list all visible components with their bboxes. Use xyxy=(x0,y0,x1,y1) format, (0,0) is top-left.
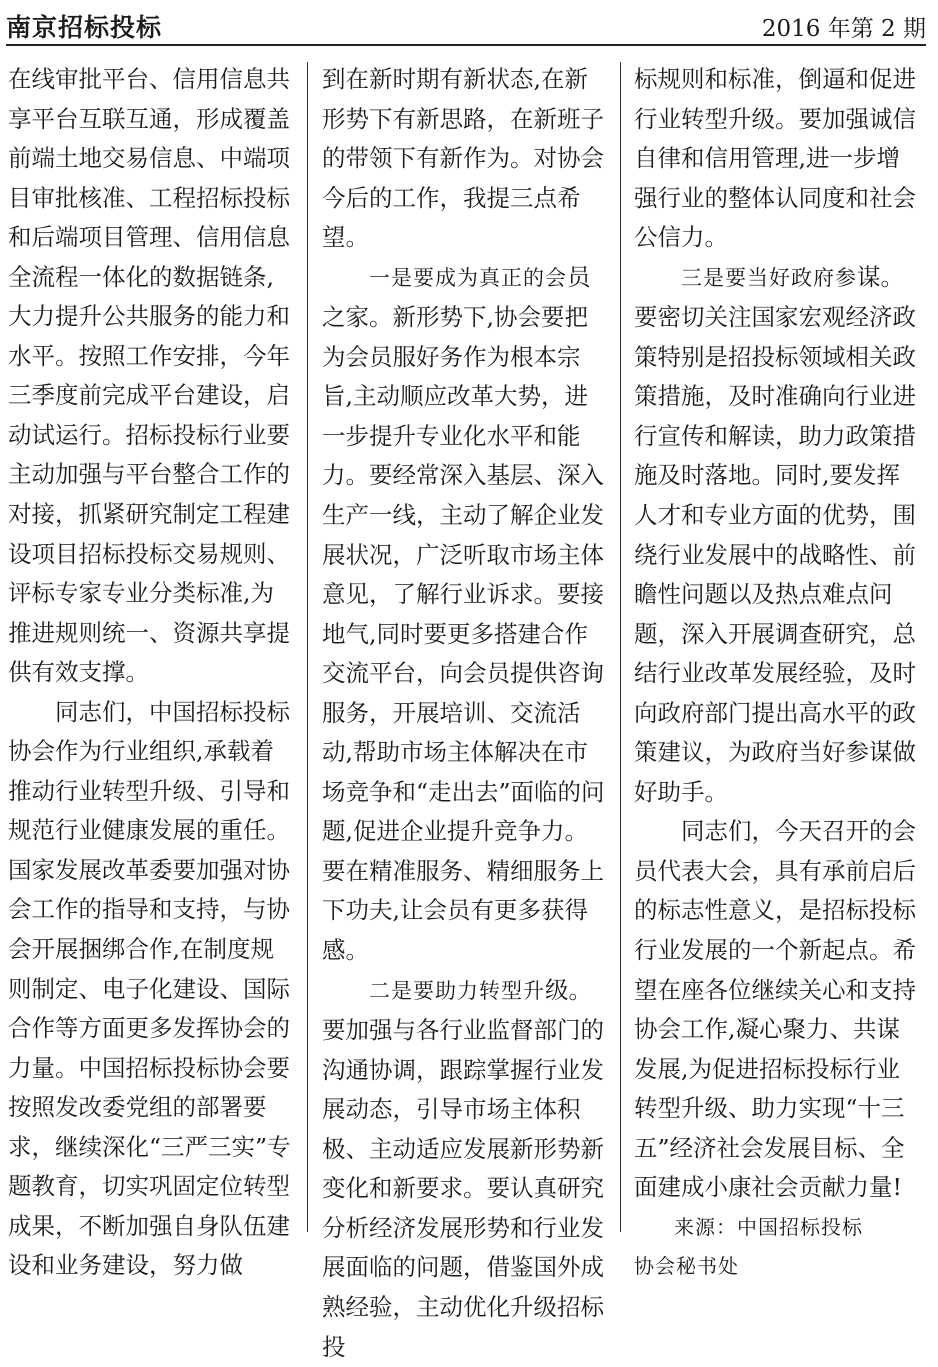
paragraph xyxy=(634,258,922,813)
text-column-3 xyxy=(634,60,922,1287)
paragraph xyxy=(322,971,610,1367)
paragraph: 到在新时期有新状态,在新形势下有新思路，在新班子的带领下有新作为。对协会今后的工作，我提三点希望。 xyxy=(322,65,604,252)
header-rule xyxy=(6,44,926,46)
point-heading: 一是要成为真正的会 xyxy=(369,265,567,290)
column-divider xyxy=(620,62,621,1232)
paragraph: 标规则和标准，倒逼和促进行业转型升级。要加强诚信自律和信用管理,进一步增强行业的整体认同度和社会公信力。 xyxy=(634,65,916,252)
text-column-1 xyxy=(8,60,296,1286)
paragraph-body: 员之家。新形势下,协会要把为会员服好务作为根本宗旨,主动顺应改革大势，进一步提升专业化水平和能力。要经常深入基层、深入生产一线，主动了解企业发展状况，广泛听取市场主体意见，了解行业诉求。要接地气,同时要更多搭建合作交流平台，向会员提供咨询服务，开展培训、交流活动,帮助市场主体解决在市场竞争和“走出去”面临的问题,促进企业提升竞争力。要在精准服务、精细服务上下功夫,让会员有更多获得感。 xyxy=(322,262,605,965)
paragraph xyxy=(322,258,610,971)
column-divider xyxy=(307,62,308,1232)
source-credit: 来源：中国招标投标 xyxy=(674,1214,863,1239)
paragraph-body: 级。要加强与各行业监督部门的沟通协调，跟踪掌握行业发展动态，引导市场主体积极、主动适应发展新形势新变化和新要求。要认真研究分析经济发展形势和行业发展面临的问题，借鉴国外成熟经验，主动优化升级招标投 xyxy=(322,975,604,1361)
issue-number: 2016 年第 2 期 xyxy=(761,16,926,42)
text-column-2 xyxy=(322,60,610,1367)
point-heading: 二是要助力转型升 xyxy=(369,978,545,1003)
paragraph: 同志们，今天召开的会员代表大会，具有承前启后的标志性意义，是招标投标行业发展的一个新起点。希望在座各位继续关心和支持协会工作,凝心聚力、共谋发展,为促进招标投标行业转型升级、助力实现“十三五”经济社会发展目标、全面建成小康社会贡献力量! xyxy=(634,817,916,1202)
source-credit-continued: 协会秘书处 xyxy=(634,1254,739,1279)
paragraph: 在线审批平台、信用信息共享平台互联互通，形成覆盖前端土地交易信息、中端项目审批核准、工程招标投标和后端项目管理、信用信息全流程一体化的数据链条,大力提升公共服务的能力和水平。按照工作安排，今年三季度前完成平台建设，启动试运行。招标投标行业要主动加强与平台整合工作的对接，抓紧研究制定工程建设项目招标投标交易规则、评标专家专业分类标准,为推进规则统一、资源共享提供有效支撑。 xyxy=(8,65,290,687)
publication-title: 南京招标投标 xyxy=(6,13,163,42)
paragraph: 同志们，中国招标投标协会作为行业组织,承载着推动行业转型升级、引导和规范行业健康发展的重任。国家发展改革委要加强对协会工作的指导和支持，与协会开展捆绑合作,在制度规则制定、电子化建设、国际合作等方面更多发挥协会的力量。中国招标投标协会要按照发改委党组的部署要求，继续深化“三严三实”专题教育，切实巩固定位转型成果，不断加强自身队伍建设和业务建设，努力做 xyxy=(8,697,291,1280)
point-heading: 三是要当好政府参 xyxy=(681,265,857,290)
page-header xyxy=(6,6,926,44)
paragraph-body: 谋。要密切关注国家宏观经济政策特别是招投标领域相关政策措施，及时准确向行业进行宣传和解读，助力政策措施及时落地。同时,要发挥人才和专业方面的优势，围绕行业发展中的战略性、前瞻性问题以及热点难点问题，深入开展调查研究，总结行业改革发展经验，及时向政府部门提出高水平的政策建议，为政府当好参谋做好助手。 xyxy=(634,262,916,806)
